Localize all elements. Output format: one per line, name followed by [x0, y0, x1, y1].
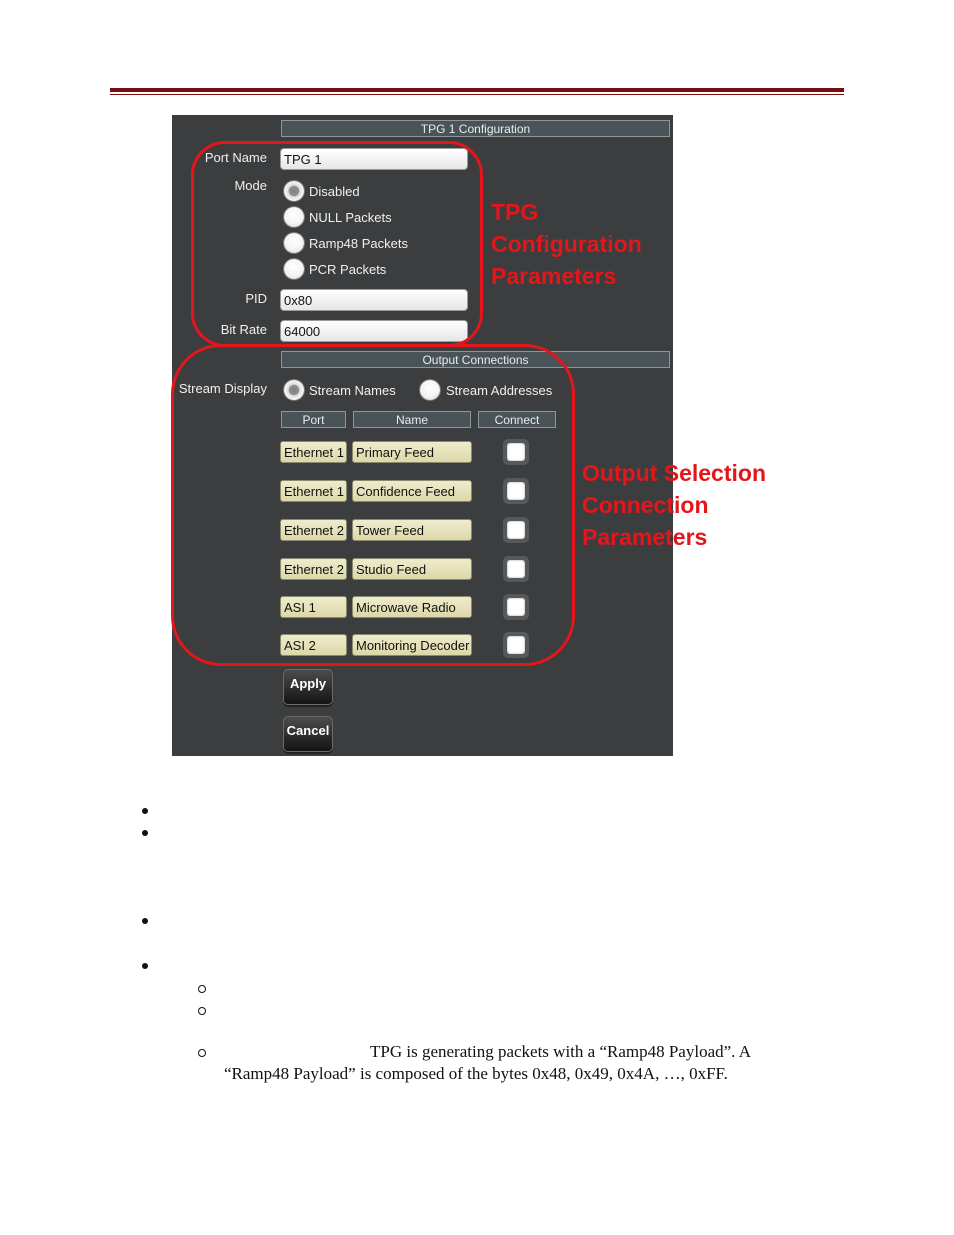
panel-title: TPG 1 Configuration — [281, 120, 670, 137]
row-port: ASI 2 — [280, 634, 347, 656]
stream-addresses-label: Stream Addresses — [446, 383, 553, 398]
pid-label: PID — [245, 291, 267, 306]
port-name-input[interactable]: TPG 1 — [280, 148, 468, 170]
row-name: Primary Feed — [352, 441, 472, 463]
tpg-config-annotation — [491, 196, 642, 292]
output-connections-highlight — [171, 344, 575, 666]
mode-label: Mode — [234, 178, 267, 193]
stream-names-label: Stream Names — [309, 383, 396, 398]
row-name: Microwave Radio — [352, 596, 472, 618]
ramp48-description-line1: TPG is generating packets with a “Ramp48 Payload”. A — [370, 1042, 751, 1061]
sub-bullet — [198, 985, 206, 993]
row-name: Studio Feed — [352, 558, 472, 580]
annotation-line: Parameters — [582, 524, 708, 550]
cancel-button[interactable]: Cancel — [283, 716, 333, 752]
annotation-line: TPG — [491, 199, 539, 225]
stream-display-label: Stream Display — [178, 381, 267, 396]
row-port: ASI 1 — [280, 596, 347, 618]
mode-disabled-label: Disabled — [309, 184, 360, 199]
row-name: Confidence Feed — [352, 480, 472, 502]
ramp48-description-line2: “Ramp48 Payload” is composed of the bytes 0x48, 0x49, 0x4A, …, 0xFF. — [224, 1064, 728, 1083]
annotation-line: Output Selection — [582, 460, 766, 486]
row-port: Ethernet 2 — [280, 558, 347, 580]
mode-ramp48-label: Ramp48 Packets — [309, 236, 408, 251]
bitrate-label: Bit Rate — [220, 322, 267, 337]
mode-null-label: NULL Packets — [309, 210, 392, 225]
bullet — [142, 918, 148, 924]
bullet — [142, 808, 148, 814]
bullet — [142, 830, 148, 836]
sub-bullet — [198, 1049, 206, 1057]
row-name: Tower Feed — [352, 519, 472, 541]
annotation-line: Parameters — [491, 263, 617, 289]
column-header-port: Port — [281, 411, 346, 428]
header-rule — [110, 88, 844, 92]
pid-input[interactable]: 0x80 — [280, 289, 468, 311]
annotation-line: Configuration — [491, 231, 642, 257]
row-port: Ethernet 1 — [280, 441, 347, 463]
column-header-connect: Connect — [478, 411, 556, 428]
tpg-config-highlight — [191, 141, 483, 347]
output-connections-title: Output Connections — [281, 351, 670, 368]
column-header-name: Name — [353, 411, 471, 428]
row-port: Ethernet 2 — [280, 519, 347, 541]
apply-button[interactable]: Apply — [283, 669, 333, 705]
header-rule-thin — [110, 94, 844, 95]
bullet — [142, 963, 148, 969]
mode-pcr-label: PCR Packets — [309, 262, 387, 277]
row-port: Ethernet 1 — [280, 480, 347, 502]
port-name-label: Port Name — [204, 150, 267, 165]
row-name: Monitoring Decoder — [352, 634, 472, 656]
annotation-line: Connection — [582, 492, 709, 518]
sub-bullet — [198, 1007, 206, 1015]
bitrate-input[interactable]: 64000 — [280, 320, 468, 342]
output-selection-annotation — [582, 457, 766, 553]
